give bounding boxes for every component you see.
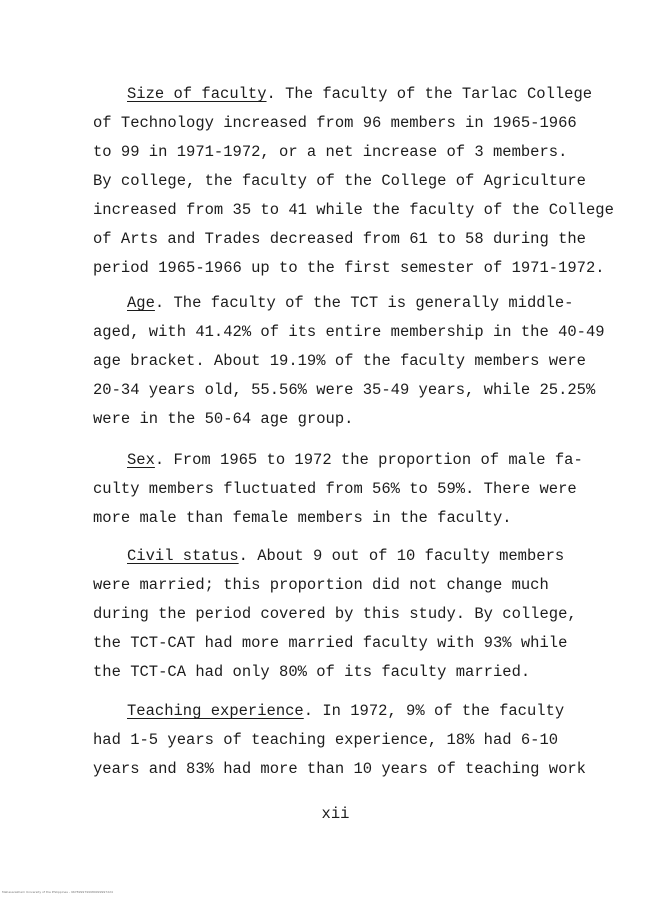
paragraph-sex [93, 446, 633, 533]
paragraph-first-line [93, 697, 633, 726]
paragraph-line: age bracket. About 19.19% of the faculty members were [93, 352, 586, 370]
paragraph-line: increased from 35 to 41 while the faculty of the College [93, 201, 614, 219]
paragraph-line: had 1-5 years of teaching experience, 18% had 6-10 [93, 731, 559, 749]
scan-footer-note: Mahasarakham University of the Philippines - 9678999799989999997224 [2, 890, 113, 894]
paragraph-line: the TCT-CAT had more married faculty with 93% while [93, 634, 568, 652]
paragraph-line: of Technology increased from 96 members in 1965-1966 [93, 114, 577, 132]
paragraph-size-of-faculty [93, 80, 633, 283]
paragraph-line: aged, with 41.42% of its entire membership in the 40-49 [93, 323, 605, 341]
paragraph-line: were married; this proportion did not change much [93, 576, 549, 594]
heading-teaching-experience: Teaching experience [127, 702, 304, 720]
paragraph-line: more male than female members in the faculty. [93, 509, 512, 527]
first-line-text: . In 1972, 9% of the faculty [303, 702, 565, 720]
paragraph-line: 20-34 years old, 55.56% were 35-49 years, while 25.25% [93, 381, 596, 399]
paragraph-first-line [93, 80, 633, 109]
paragraph-first-line [93, 289, 633, 318]
first-line-text: . The faculty of the TCT is generally middle- [154, 294, 574, 312]
first-line-text: . About 9 out of 10 faculty members [238, 547, 565, 565]
paragraph-line: period 1965-1966 up to the first semester of 1971-1972. [93, 259, 605, 277]
page-number: xii [321, 805, 350, 823]
first-line-text: . The faculty of the Tarlac College [266, 85, 593, 103]
heading-sex: Sex [127, 451, 155, 469]
paragraph-line: during the period covered by this study. By college, [93, 605, 577, 623]
paragraph-age [93, 289, 633, 434]
paragraph-first-line [93, 446, 633, 475]
paragraph-line: were in the 50-64 age group. [93, 410, 354, 428]
paragraph-line: the TCT-CA had only 80% of its faculty married. [93, 663, 531, 681]
paragraph-line: to 99 in 1971-1972, or a net increase of 3 members. [93, 143, 568, 161]
first-line-text: . From 1965 to 1972 the proportion of male fa- [154, 451, 583, 469]
paragraph-first-line [93, 542, 633, 571]
paragraph-line: of Arts and Trades decreased from 61 to 58 during the [93, 230, 586, 248]
paragraph-line: By college, the faculty of the College of Agriculture [93, 172, 586, 190]
heading-civil-status: Civil status [127, 547, 239, 565]
heading-size-of-faculty: Size of faculty [127, 85, 267, 103]
heading-age: Age [127, 294, 155, 312]
paragraph-teaching-experience [93, 697, 633, 784]
paragraph-line: culty members fluctuated from 56% to 59%. There were [93, 480, 577, 498]
paragraph-civil-status [93, 542, 633, 687]
paragraph-line: years and 83% had more than 10 years of teaching work [93, 760, 586, 778]
